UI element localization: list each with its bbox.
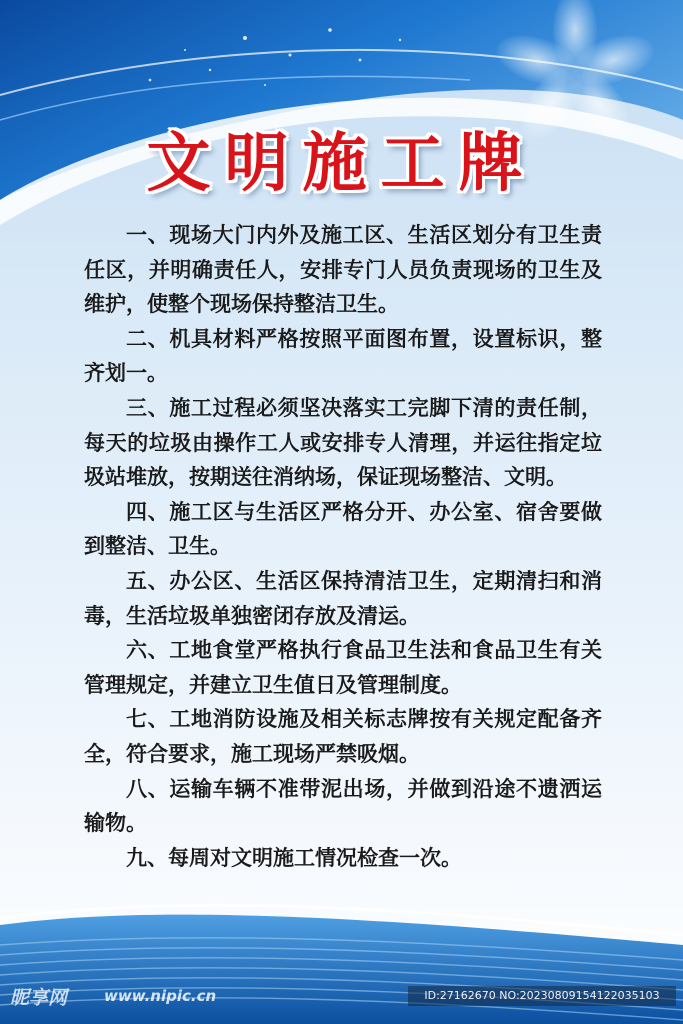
- rule-paragraph: 一、现场大门内外及施工区、生活区划分有卫生责任区，并明确责任人，安排专门人员负责现场的卫生及维护，使整个现场保持整洁卫生。: [84, 223, 602, 317]
- rule-paragraph: 五、办公区、生活区保持清洁卫生，定期清扫和消毒，生活垃圾单独密闭存放及清运。: [84, 568, 602, 628]
- rule-paragraph: 二、机具材料严格按照平面图布置，设置标识，整齐划一。: [84, 326, 602, 386]
- rule-paragraph: 九、每周对文明施工情况检查一次。: [126, 845, 462, 870]
- rule-paragraph: 七、工地消防设施及相关标志牌按有关规定配备齐全，符合要求，施工现场严禁吸烟。: [84, 707, 602, 766]
- watermark-logo: 昵享网: [10, 987, 68, 1009]
- rule-paragraph: 六、工地食堂严格执行食品卫生法和食品卫生有关管理规定，并建立卫生值日及管理制度。: [84, 638, 602, 697]
- rule-paragraph: 四、施工区与生活区严格分开、办公室、宿舍要做到整洁、卫生。: [84, 499, 602, 559]
- page-title: 文明施工牌: [146, 126, 537, 201]
- watermark-id: ID:27162670 NO:20230809154122035103: [408, 986, 676, 1006]
- rule-paragraph: 三、施工过程必须坚决落实工完脚下清的责任制，每天的垃圾由操作工人或安排专人清理，并运往指定垃圾站堆放，按期送往消纳场，保证现场整洁、文明。: [84, 395, 602, 490]
- rule-paragraph: 八、运输车辆不准带泥出场，并做到沿途不遗洒运输物。: [84, 776, 602, 836]
- rules-list: [84, 218, 602, 875]
- watermark-site: www.nipic.cn: [104, 987, 217, 1005]
